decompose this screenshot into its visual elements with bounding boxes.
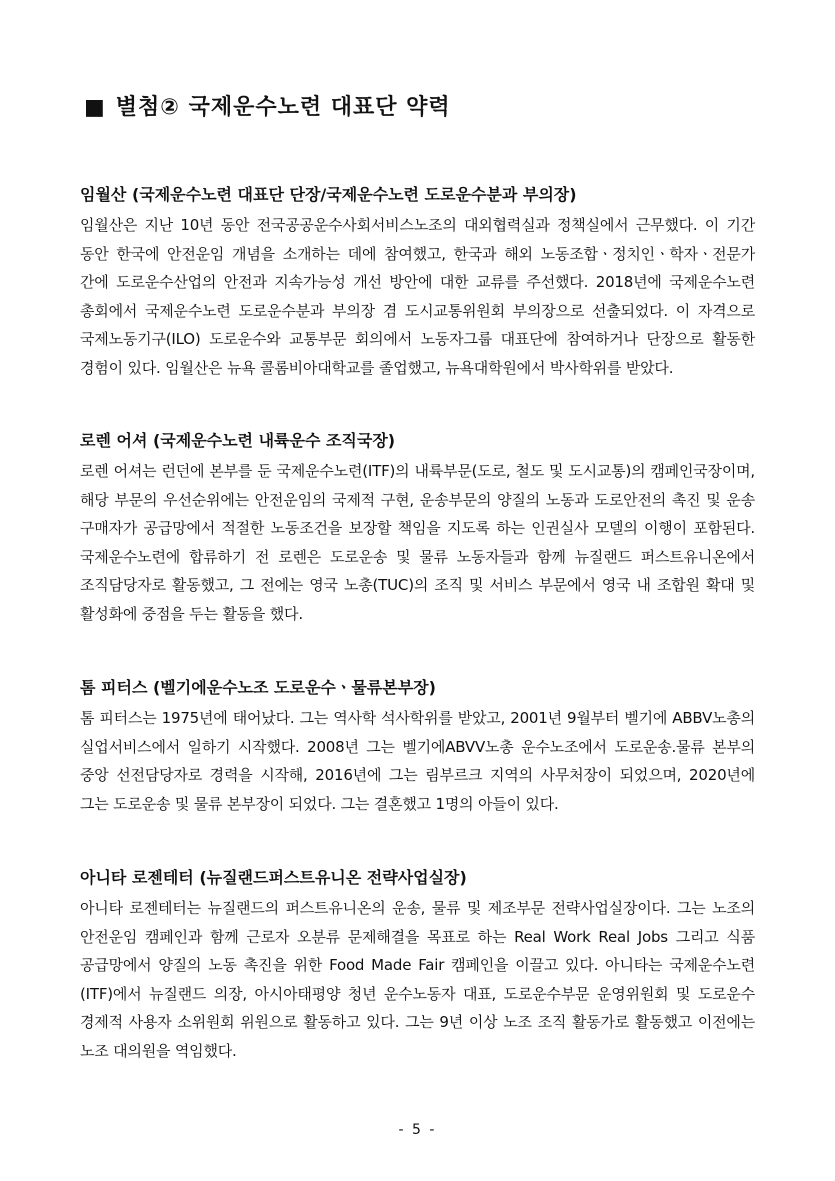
page-number: - 5 -: [398, 1122, 437, 1138]
bio-body: 로렌 어셔는 런던에 본부를 둔 국제운수노련(ITF)의 내륙부문(도로, 철도 및 도시교통)의 캠페인국장이며, 해당 부문의 우선순위에는 안전운임의 국제적 구현, 운송부문의 양질의 노동과 도로안전의 촉진 및 운송 구매자가 공급망에서 적절한 노동조건을 보장할 책임을 지도록 하는 인권실사 모델의 이행이 포함된다. 국제운수노련에 합류하기 전 로렌은 도로운송 및 물류 노동자들과 함께 뉴질랜드 퍼스트유니온에서 조직담당자로 활동했고, 그 전에는 영국 노총(TUC)의 조직 및 서비스 부문에서 영국 내 조합원 확대 및 활성화에 중점을 두는 활동을 했다.: [80, 462, 755, 623]
page-title: [84, 90, 451, 121]
bio-section-4: [80, 864, 755, 1066]
bio-body: 임월산은 지난 10년 동안 전국공공운수사회서비스노조의 대외협력실과 정책실에서 근무했다. 이 기간 동안 한국에 안전운임 개념을 소개하는 데에 참여했고, 한국과 해외 노동조합ㆍ정치인ㆍ학자ㆍ전문가 간에 도로운수산업의 안전과 지속가능성 개선 방안에 대한 교류를 주선했다. 2018년에 국제운수노련 총회에서 국제운수노련 도로운수분과 부의장 겸 도시교통위원회 부의장으로 선출되었다. 이 자격으로 국제노동기구(ILO) 도로운수와 교통부문 회의에서 노동자그룹 대표단에 참여하거나 단장으로 활동한 경험이 있다. 임월산은 뉴욕 콜롬비아대학교를 졸업했고, 뉴욕대학원에서 박사학위를 받았다.: [80, 216, 755, 377]
bio-body: 아니타 로젠테터는 뉴질랜드의 퍼스트유니온의 운송, 물류 및 제조부문 전략사업실장이다. 그는 노조의 안전운임 캠페인과 함께 근로자 오분류 문제해결을 목표로 하는 Real Work Real Jobs 그리고 식품 공급망에서 양질의 노동 촉진을 위한 Food Made Fair 캠페인을 이끌고 있다. 아니타는 국제운수노련(ITF)에서 뉴질랜드 의장, 아시아태평양 청년 운수노동자 대표, 도로운수부문 운영위원회 및 도로운수 경제적 사용자 소위원회 위원으로 활동하고 있다. 그는 9년 이상 노조 조직 활동가로 활동했고 이전에는 노조 대의원을 역임했다.: [80, 899, 755, 1060]
bio-heading: 아니타 로젠테터 (뉴질랜드퍼스트유니온 전략사업실장): [80, 868, 467, 887]
bio-body: 톰 피터스는 1975년에 태어났다. 그는 역사학 석사학위를 받았고, 2001년 9월부터 벨기에 ABBV노총의 실업서비스에서 일하기 시작했다. 2008년 그는 벨기에ABVV노총 운수노조에서 도로운송.물류 본부의 중앙 선전담당자로 경력을 시작해, 2016년에 그는 림부르크 지역의 사무처장이 되었으며, 2020년에 그는 도로운송 및 물류 본부장이 되었다. 그는 결혼했고 1명의 아들이 있다.: [80, 709, 755, 813]
bio-heading: 톰 피터스 (벨기에운수노조 도로운수ㆍ물류본부장): [80, 678, 436, 697]
square-bullet-icon: ■: [84, 95, 106, 120]
bio-heading: 로렌 어셔 (국제운수노련 내륙운수 조직국장): [80, 431, 396, 450]
page-title-text: 별첨② 국제운수노련 대표단 약력: [115, 95, 451, 120]
bio-section-1: [80, 181, 755, 383]
bio-section-2: [80, 427, 755, 629]
bio-heading: 임월산 (국제운수노련 대표단 단장/국제운수노련 도로운수분과 부의장): [80, 185, 577, 204]
bio-section-3: [80, 674, 755, 818]
